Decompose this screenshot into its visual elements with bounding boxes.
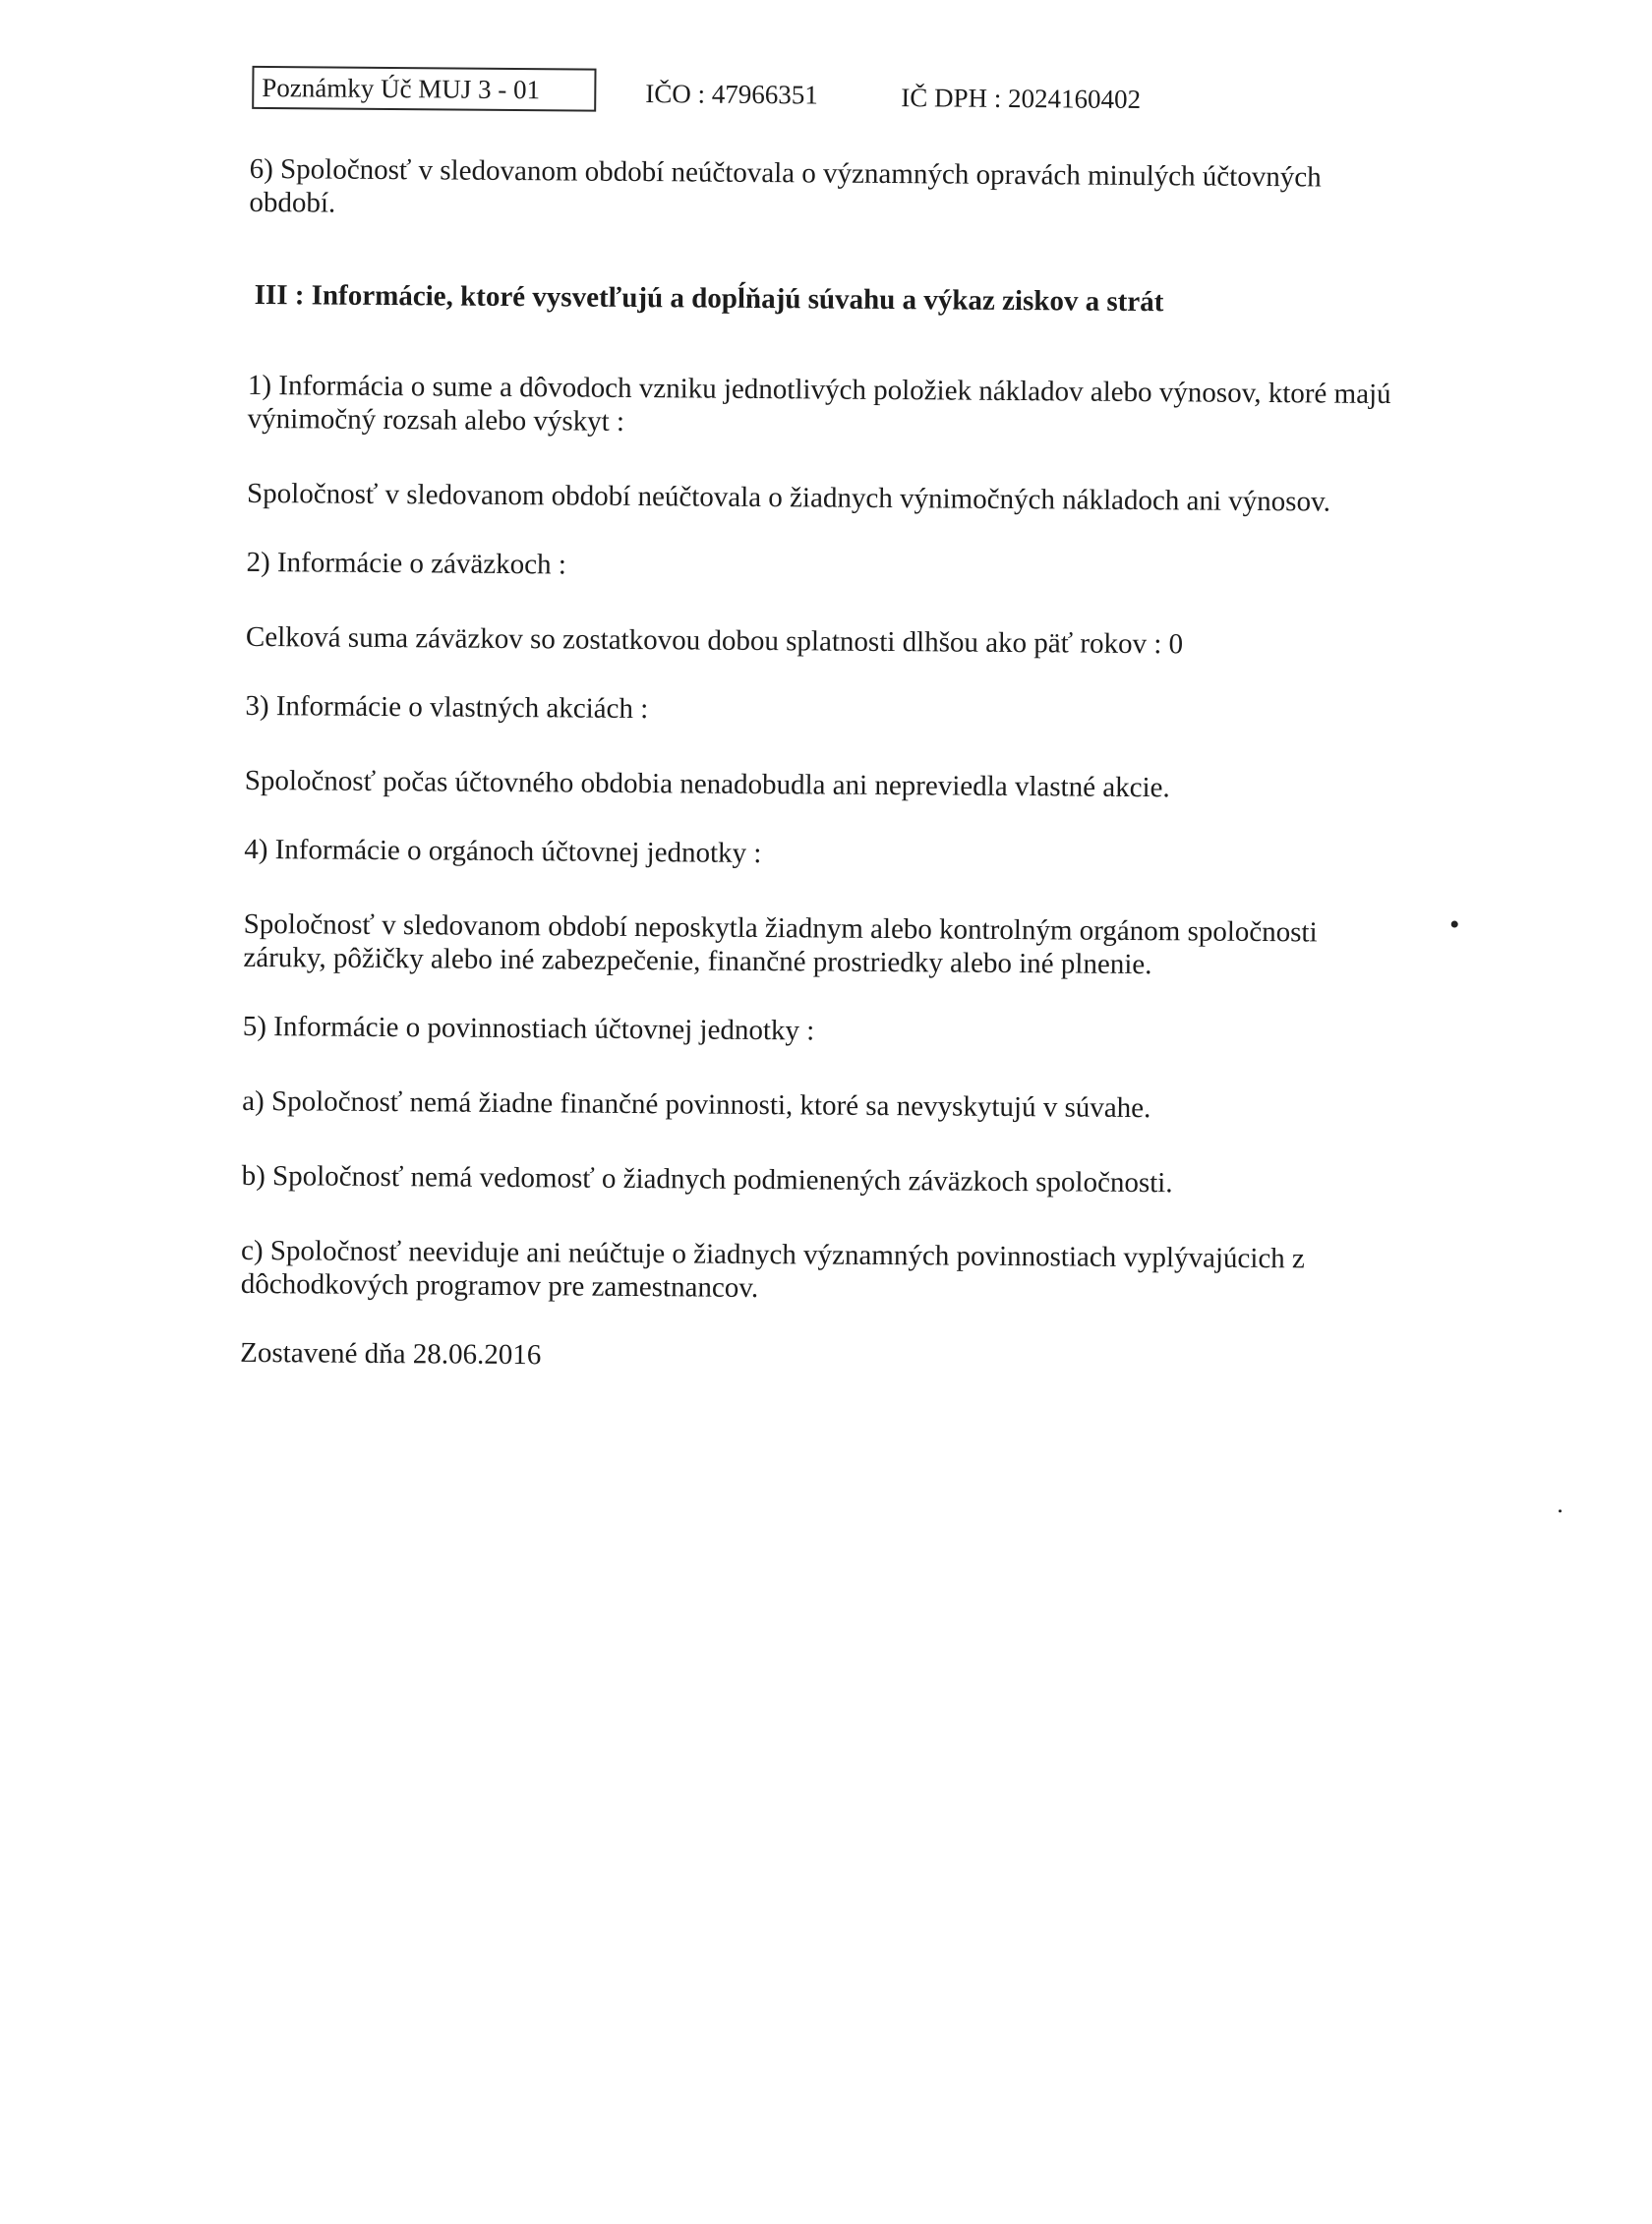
item-5c-text: c) Spoločnosť neeviduje ani neúčtuje o žiadnych významných povinnostiach vyplývajúcich z dôchodkových programov pre zamestnancov. <box>240 1234 1306 1305</box>
closing-date: Zostavené dňa 28.06.2016 <box>240 1336 542 1372</box>
section-title: III : Informácie, ktoré vysvetľujú a dopĺňajú súvahu a výkaz ziskov a strát <box>254 278 1164 319</box>
item-1-heading: 1) Informácia o sume a dôvodoch vzniku jednotlivých položiek nákladov alebo výnosov, ktoré majú výnimočný rozsah alebo výskyt : <box>247 369 1391 438</box>
document-body <box>240 152 1410 1414</box>
item-5a-text: a) Spoločnosť nemá žiadne finančné povinnosti, ktoré sa nevyskytujú v súvahe. <box>242 1084 1151 1125</box>
ico-number: IČO : 47966351 <box>645 79 818 110</box>
item-4-heading: 4) Informácie o orgánoch účtovnej jednotky : <box>244 833 762 870</box>
item-3-heading: 3) Informácie o vlastných akciách : <box>245 689 649 726</box>
item-4-text: Spoločnosť v sledovanom období neposkytla žiadnym alebo kontrolným orgánom spoločnosti záruky, pôžičky alebo iné zabezpečenie, finančné prostriedky alebo iné plnenie. <box>243 907 1318 981</box>
ic-dph-number: IČ DPH : 2024160402 <box>901 83 1142 115</box>
item-2-heading: 2) Informácie o záväzkoch : <box>246 546 566 581</box>
scan-speck <box>1559 1509 1562 1512</box>
item-3-text: Spoločnosť počas účtovného obdobia nenadobudla ani nepreviedla vlastné akcie. <box>244 764 1170 804</box>
item-2-text: Celková suma záväzkov so zostatkovou dobou splatnosti dlhšou ako päť rokov : 0 <box>245 620 1184 661</box>
item-5b-text: b) Spoločnosť nemá vedomosť o žiadnych podmienených záväzkoch spoločnosti. <box>241 1159 1173 1200</box>
document-label: Poznámky Úč MUJ 3 - 01 <box>262 72 541 105</box>
item-5-heading: 5) Informácie o povinnostiach účtovnej jednotky : <box>242 1010 815 1047</box>
document-label-box <box>252 66 596 112</box>
scan-speck <box>1451 921 1458 928</box>
intro-paragraph: 6) Spoločnosť v sledovanom období neúčtovala o významných opravách minulých účtovných období. <box>249 152 1322 219</box>
item-1-text: Spoločnosť v sledovanom období neúčtovala o žiadnych výnimočných nákladoch ani výnosov. <box>246 477 1331 518</box>
document-header <box>252 66 1235 123</box>
